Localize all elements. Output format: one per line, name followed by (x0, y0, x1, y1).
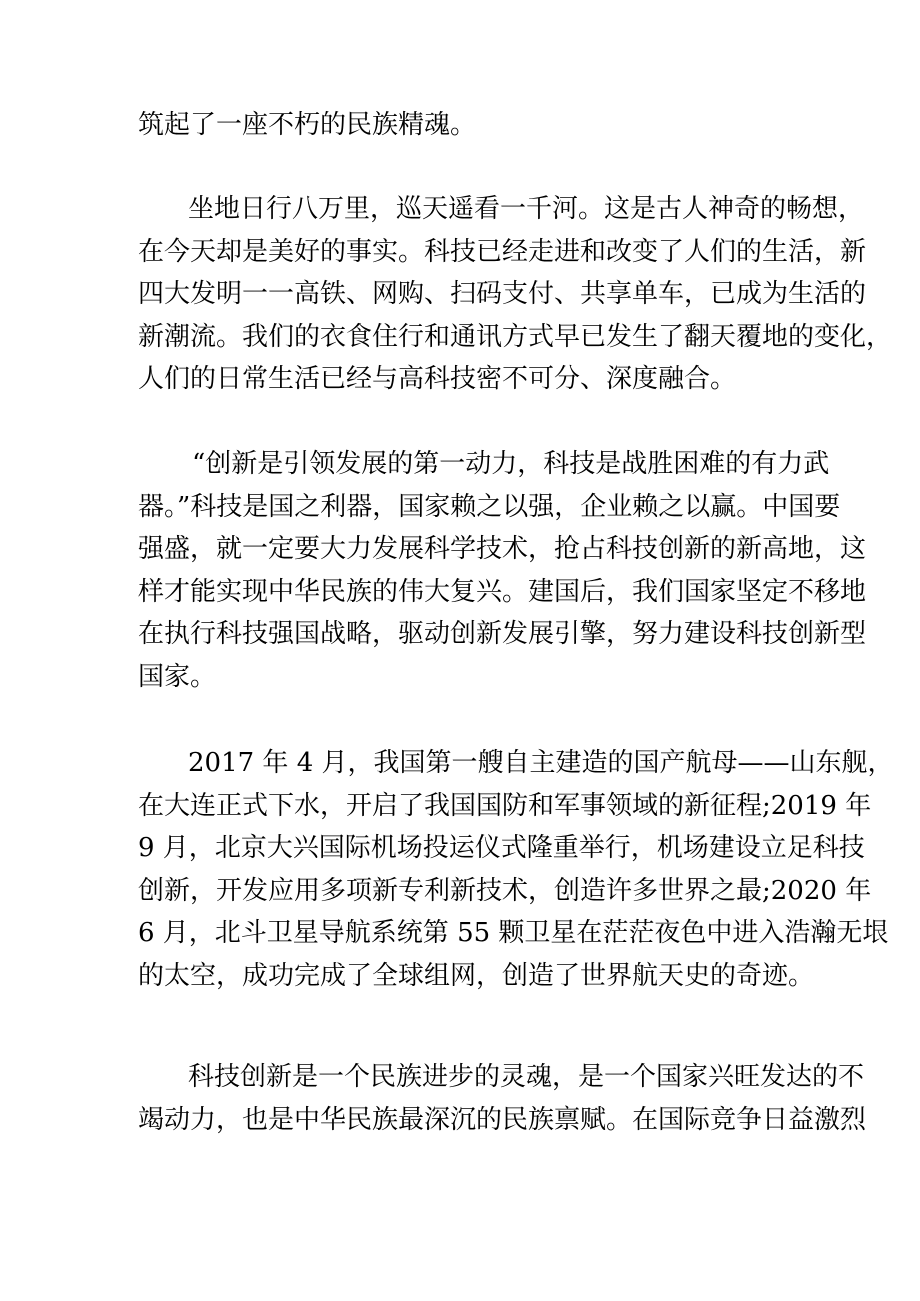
paragraph-5 (138, 1056, 867, 1141)
paragraph-line: 在执行科技强国战略，驱动创新发展引擎，努力建设科技创新型 (138, 619, 867, 650)
paragraph-line: 9 月，北京大兴国际机场投运仪式隆重举行，机场建设立足科技 (138, 833, 865, 864)
paragraph-2 (138, 188, 893, 401)
paragraph-line: 2017 年 4 月，我国第一艘自主建造的国产航母——山东舰， (188, 748, 894, 778)
paragraph-line: 四大发明一一高铁、网购、扫码支付、共享单车，已成为生活的 (138, 279, 867, 310)
paragraph-line: 在大连正式下水，开启了我国国防和军事领域的新征程;2019 年 (138, 790, 872, 821)
paragraph-line: 强盛，就一定要大力发展科学技术，抢占科技创新的新高地，这 (138, 534, 867, 565)
paragraph-line: 的太空，成功完成了全球组网，创造了世界航天史的奇迹。 (138, 960, 815, 991)
paragraph-3 (138, 443, 867, 699)
paragraph-line: 坐地日行八万里，巡天遥看一千河。这是古人神奇的畅想， (188, 194, 865, 224)
paragraph-line: 创新，开发应用多项新专利新技术，创造许多世界之最;2020 年 (138, 875, 872, 906)
paragraph-line: 器。”科技是国之利器，国家赖之以强，企业赖之以赢。中国要 (138, 491, 841, 522)
paragraph-line: 竭动力，也是中华民族最深沉的民族禀赋。在国际竞争日益激烈 (138, 1104, 867, 1135)
paragraph-1 (138, 104, 798, 147)
paragraph-line: 在今天却是美好的事实。科技已经走进和改变了人们的生活，新 (138, 236, 867, 267)
paragraph-line: 样才能实现中华民族的伟大复兴。建国后，我们国家坚定不移地 (138, 576, 867, 607)
paragraph-4 (138, 742, 894, 998)
paragraph-line: 人们的日常生活已经与高科技密不可分、深度融合。 (138, 364, 737, 395)
paragraph-line: 新潮流。我们的衣食住行和通讯方式早已发生了翻天覆地的变化， (138, 321, 893, 352)
paragraph-line: 国家。 (138, 661, 217, 692)
paragraph-line: “创新是引领发展的第一动力，科技是战胜困难的有力武 (192, 449, 830, 479)
paragraph-line: 筑起了一座不朽的民族精魂。 (138, 110, 477, 140)
paragraph-line: 6 月，北斗卫星导航系统第 55 颗卫星在茫茫夜色中进入浩瀚无垠 (138, 918, 889, 949)
paragraph-line: 科技创新是一个民族进步的灵魂，是一个国家兴旺发达的不 (188, 1062, 865, 1092)
